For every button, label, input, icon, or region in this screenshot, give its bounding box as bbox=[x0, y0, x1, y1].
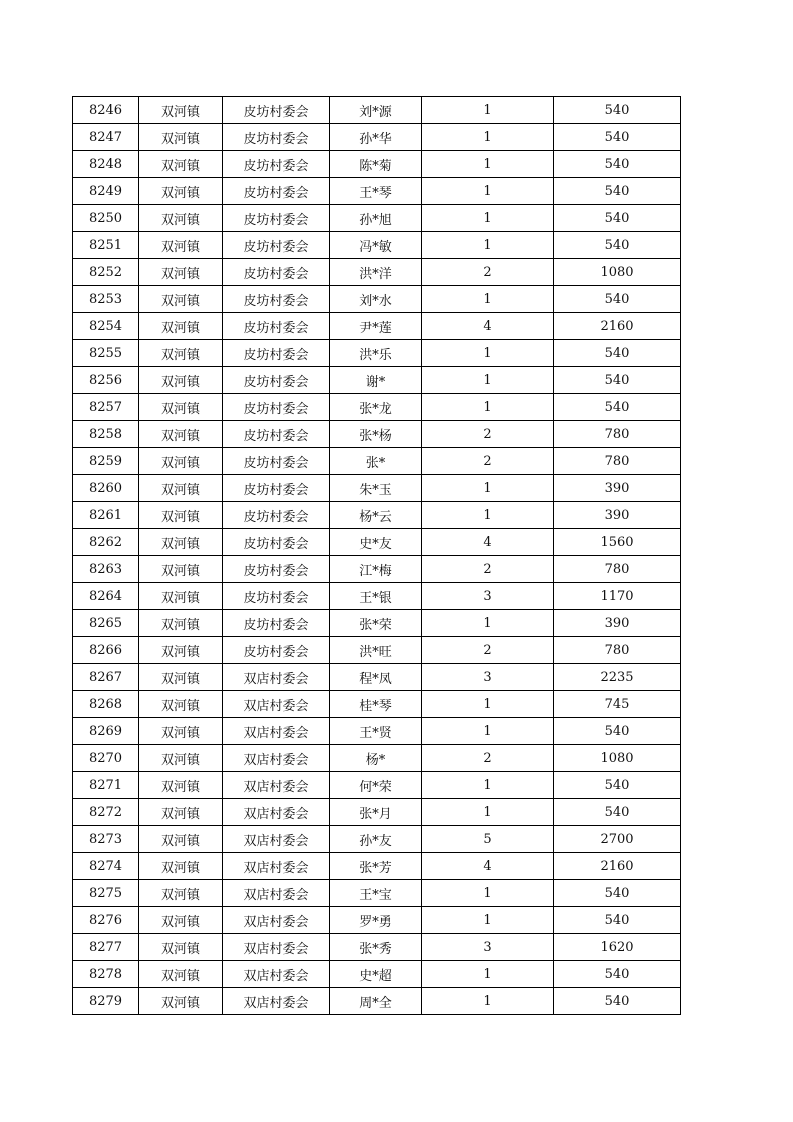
cell-town: 双河镇 bbox=[139, 151, 223, 178]
cell-town: 双河镇 bbox=[139, 394, 223, 421]
cell-id: 8251 bbox=[73, 232, 139, 259]
cell-id: 8265 bbox=[73, 610, 139, 637]
cell-id: 8274 bbox=[73, 853, 139, 880]
cell-id: 8277 bbox=[73, 934, 139, 961]
cell-name: 王*银 bbox=[330, 583, 422, 610]
cell-town: 双河镇 bbox=[139, 961, 223, 988]
cell-village: 双店村委会 bbox=[223, 880, 330, 907]
cell-id: 8273 bbox=[73, 826, 139, 853]
cell-amount: 540 bbox=[554, 205, 681, 232]
cell-amount: 540 bbox=[554, 961, 681, 988]
cell-id: 8255 bbox=[73, 340, 139, 367]
cell-amount: 390 bbox=[554, 502, 681, 529]
cell-count: 1 bbox=[422, 124, 554, 151]
cell-id: 8258 bbox=[73, 421, 139, 448]
cell-name: 冯*敏 bbox=[330, 232, 422, 259]
cell-amount: 540 bbox=[554, 718, 681, 745]
cell-amount: 540 bbox=[554, 124, 681, 151]
cell-amount: 540 bbox=[554, 988, 681, 1015]
cell-count: 1 bbox=[422, 610, 554, 637]
table-row bbox=[73, 421, 681, 448]
cell-amount: 1170 bbox=[554, 583, 681, 610]
cell-count: 3 bbox=[422, 583, 554, 610]
cell-amount: 540 bbox=[554, 880, 681, 907]
cell-name: 张* bbox=[330, 448, 422, 475]
cell-amount: 540 bbox=[554, 394, 681, 421]
cell-amount: 745 bbox=[554, 691, 681, 718]
table-row bbox=[73, 610, 681, 637]
cell-amount: 540 bbox=[554, 367, 681, 394]
cell-id: 8266 bbox=[73, 637, 139, 664]
cell-id: 8270 bbox=[73, 745, 139, 772]
cell-amount: 540 bbox=[554, 772, 681, 799]
cell-name: 杨*云 bbox=[330, 502, 422, 529]
cell-town: 双河镇 bbox=[139, 583, 223, 610]
cell-name: 尹*莲 bbox=[330, 313, 422, 340]
cell-town: 双河镇 bbox=[139, 529, 223, 556]
cell-count: 1 bbox=[422, 907, 554, 934]
cell-village: 皮坊村委会 bbox=[223, 637, 330, 664]
data-table bbox=[72, 96, 681, 1015]
cell-town: 双河镇 bbox=[139, 232, 223, 259]
table-row bbox=[73, 367, 681, 394]
cell-name: 洪*旺 bbox=[330, 637, 422, 664]
cell-village: 双店村委会 bbox=[223, 772, 330, 799]
cell-id: 8275 bbox=[73, 880, 139, 907]
cell-village: 双店村委会 bbox=[223, 961, 330, 988]
cell-id: 8271 bbox=[73, 772, 139, 799]
cell-id: 8276 bbox=[73, 907, 139, 934]
cell-town: 双河镇 bbox=[139, 691, 223, 718]
cell-id: 8268 bbox=[73, 691, 139, 718]
cell-count: 2 bbox=[422, 259, 554, 286]
cell-id: 8247 bbox=[73, 124, 139, 151]
cell-count: 1 bbox=[422, 340, 554, 367]
table-row bbox=[73, 313, 681, 340]
cell-name: 江*梅 bbox=[330, 556, 422, 583]
table-row bbox=[73, 259, 681, 286]
cell-town: 双河镇 bbox=[139, 664, 223, 691]
cell-count: 1 bbox=[422, 799, 554, 826]
cell-town: 双河镇 bbox=[139, 286, 223, 313]
cell-village: 双店村委会 bbox=[223, 718, 330, 745]
cell-id: 8254 bbox=[73, 313, 139, 340]
cell-id: 8257 bbox=[73, 394, 139, 421]
cell-amount: 1620 bbox=[554, 934, 681, 961]
cell-name: 朱*玉 bbox=[330, 475, 422, 502]
cell-village: 双店村委会 bbox=[223, 934, 330, 961]
cell-village: 皮坊村委会 bbox=[223, 448, 330, 475]
cell-count: 1 bbox=[422, 286, 554, 313]
table-body bbox=[73, 97, 681, 1015]
cell-name: 张*杨 bbox=[330, 421, 422, 448]
table-row bbox=[73, 475, 681, 502]
cell-village: 皮坊村委会 bbox=[223, 502, 330, 529]
cell-count: 1 bbox=[422, 394, 554, 421]
cell-name: 孙*华 bbox=[330, 124, 422, 151]
cell-village: 双店村委会 bbox=[223, 691, 330, 718]
cell-village: 皮坊村委会 bbox=[223, 394, 330, 421]
cell-name: 张*秀 bbox=[330, 934, 422, 961]
cell-amount: 780 bbox=[554, 448, 681, 475]
cell-village: 双店村委会 bbox=[223, 907, 330, 934]
cell-id: 8264 bbox=[73, 583, 139, 610]
cell-town: 双河镇 bbox=[139, 178, 223, 205]
cell-village: 皮坊村委会 bbox=[223, 205, 330, 232]
table-row bbox=[73, 124, 681, 151]
cell-count: 2 bbox=[422, 448, 554, 475]
cell-count: 1 bbox=[422, 151, 554, 178]
cell-name: 张*芳 bbox=[330, 853, 422, 880]
cell-count: 3 bbox=[422, 664, 554, 691]
cell-id: 8246 bbox=[73, 97, 139, 124]
table-row bbox=[73, 556, 681, 583]
cell-id: 8269 bbox=[73, 718, 139, 745]
cell-town: 双河镇 bbox=[139, 880, 223, 907]
cell-count: 3 bbox=[422, 934, 554, 961]
table-row bbox=[73, 745, 681, 772]
table-row bbox=[73, 961, 681, 988]
cell-town: 双河镇 bbox=[139, 772, 223, 799]
cell-village: 皮坊村委会 bbox=[223, 178, 330, 205]
table-row bbox=[73, 637, 681, 664]
table-row bbox=[73, 772, 681, 799]
table-row bbox=[73, 799, 681, 826]
cell-village: 皮坊村委会 bbox=[223, 232, 330, 259]
cell-count: 2 bbox=[422, 745, 554, 772]
cell-village: 双店村委会 bbox=[223, 826, 330, 853]
cell-count: 1 bbox=[422, 205, 554, 232]
cell-count: 1 bbox=[422, 772, 554, 799]
cell-id: 8272 bbox=[73, 799, 139, 826]
cell-id: 8256 bbox=[73, 367, 139, 394]
cell-count: 4 bbox=[422, 313, 554, 340]
table-row bbox=[73, 853, 681, 880]
cell-count: 4 bbox=[422, 529, 554, 556]
cell-amount: 540 bbox=[554, 178, 681, 205]
cell-name: 杨* bbox=[330, 745, 422, 772]
table-row bbox=[73, 205, 681, 232]
cell-village: 皮坊村委会 bbox=[223, 124, 330, 151]
table-row bbox=[73, 583, 681, 610]
cell-village: 皮坊村委会 bbox=[223, 340, 330, 367]
table-row bbox=[73, 529, 681, 556]
cell-amount: 540 bbox=[554, 340, 681, 367]
cell-name: 孙*友 bbox=[330, 826, 422, 853]
cell-count: 1 bbox=[422, 988, 554, 1015]
cell-id: 8267 bbox=[73, 664, 139, 691]
table-row bbox=[73, 340, 681, 367]
cell-count: 2 bbox=[422, 556, 554, 583]
cell-count: 1 bbox=[422, 502, 554, 529]
table-row bbox=[73, 151, 681, 178]
cell-id: 8261 bbox=[73, 502, 139, 529]
cell-town: 双河镇 bbox=[139, 367, 223, 394]
cell-name: 张*龙 bbox=[330, 394, 422, 421]
cell-name: 张*荣 bbox=[330, 610, 422, 637]
cell-town: 双河镇 bbox=[139, 97, 223, 124]
cell-name: 史*友 bbox=[330, 529, 422, 556]
cell-amount: 780 bbox=[554, 421, 681, 448]
cell-count: 1 bbox=[422, 367, 554, 394]
cell-town: 双河镇 bbox=[139, 259, 223, 286]
table-row bbox=[73, 907, 681, 934]
table-row bbox=[73, 988, 681, 1015]
cell-town: 双河镇 bbox=[139, 340, 223, 367]
cell-village: 皮坊村委会 bbox=[223, 421, 330, 448]
cell-village: 皮坊村委会 bbox=[223, 556, 330, 583]
cell-name: 刘*水 bbox=[330, 286, 422, 313]
cell-amount: 540 bbox=[554, 232, 681, 259]
cell-id: 8259 bbox=[73, 448, 139, 475]
cell-village: 皮坊村委会 bbox=[223, 610, 330, 637]
cell-name: 周*全 bbox=[330, 988, 422, 1015]
cell-village: 皮坊村委会 bbox=[223, 583, 330, 610]
cell-village: 双店村委会 bbox=[223, 664, 330, 691]
cell-town: 双河镇 bbox=[139, 907, 223, 934]
cell-name: 谢* bbox=[330, 367, 422, 394]
cell-amount: 2160 bbox=[554, 853, 681, 880]
cell-name: 洪*洋 bbox=[330, 259, 422, 286]
cell-name: 王*宝 bbox=[330, 880, 422, 907]
cell-village: 皮坊村委会 bbox=[223, 475, 330, 502]
cell-count: 1 bbox=[422, 232, 554, 259]
cell-town: 双河镇 bbox=[139, 448, 223, 475]
cell-name: 刘*源 bbox=[330, 97, 422, 124]
cell-name: 王*琴 bbox=[330, 178, 422, 205]
cell-amount: 1080 bbox=[554, 745, 681, 772]
cell-town: 双河镇 bbox=[139, 556, 223, 583]
table-row bbox=[73, 502, 681, 529]
table-row bbox=[73, 97, 681, 124]
cell-town: 双河镇 bbox=[139, 421, 223, 448]
cell-amount: 2160 bbox=[554, 313, 681, 340]
table-row bbox=[73, 448, 681, 475]
cell-town: 双河镇 bbox=[139, 745, 223, 772]
cell-amount: 540 bbox=[554, 97, 681, 124]
cell-count: 1 bbox=[422, 691, 554, 718]
cell-count: 2 bbox=[422, 637, 554, 664]
cell-name: 洪*乐 bbox=[330, 340, 422, 367]
cell-town: 双河镇 bbox=[139, 610, 223, 637]
cell-name: 孙*旭 bbox=[330, 205, 422, 232]
cell-amount: 540 bbox=[554, 799, 681, 826]
cell-name: 程*凤 bbox=[330, 664, 422, 691]
cell-id: 8248 bbox=[73, 151, 139, 178]
cell-amount: 540 bbox=[554, 286, 681, 313]
table-row bbox=[73, 178, 681, 205]
cell-id: 8262 bbox=[73, 529, 139, 556]
table-row bbox=[73, 664, 681, 691]
cell-amount: 780 bbox=[554, 556, 681, 583]
cell-name: 何*荣 bbox=[330, 772, 422, 799]
cell-town: 双河镇 bbox=[139, 502, 223, 529]
table-row bbox=[73, 691, 681, 718]
cell-id: 8252 bbox=[73, 259, 139, 286]
cell-town: 双河镇 bbox=[139, 475, 223, 502]
cell-id: 8260 bbox=[73, 475, 139, 502]
cell-village: 双店村委会 bbox=[223, 745, 330, 772]
cell-name: 陈*菊 bbox=[330, 151, 422, 178]
cell-village: 皮坊村委会 bbox=[223, 286, 330, 313]
cell-count: 1 bbox=[422, 475, 554, 502]
cell-name: 罗*勇 bbox=[330, 907, 422, 934]
cell-town: 双河镇 bbox=[139, 205, 223, 232]
cell-town: 双河镇 bbox=[139, 637, 223, 664]
cell-town: 双河镇 bbox=[139, 313, 223, 340]
cell-town: 双河镇 bbox=[139, 124, 223, 151]
cell-id: 8278 bbox=[73, 961, 139, 988]
cell-amount: 780 bbox=[554, 637, 681, 664]
cell-village: 皮坊村委会 bbox=[223, 97, 330, 124]
table-row bbox=[73, 232, 681, 259]
cell-village: 双店村委会 bbox=[223, 988, 330, 1015]
cell-count: 1 bbox=[422, 961, 554, 988]
cell-amount: 540 bbox=[554, 151, 681, 178]
cell-amount: 1080 bbox=[554, 259, 681, 286]
cell-town: 双河镇 bbox=[139, 718, 223, 745]
cell-id: 8250 bbox=[73, 205, 139, 232]
cell-id: 8263 bbox=[73, 556, 139, 583]
table-row bbox=[73, 286, 681, 313]
cell-amount: 390 bbox=[554, 610, 681, 637]
cell-amount: 2700 bbox=[554, 826, 681, 853]
cell-village: 皮坊村委会 bbox=[223, 151, 330, 178]
cell-id: 8249 bbox=[73, 178, 139, 205]
cell-town: 双河镇 bbox=[139, 853, 223, 880]
cell-village: 皮坊村委会 bbox=[223, 259, 330, 286]
cell-amount: 540 bbox=[554, 907, 681, 934]
cell-town: 双河镇 bbox=[139, 934, 223, 961]
cell-village: 皮坊村委会 bbox=[223, 313, 330, 340]
cell-count: 2 bbox=[422, 421, 554, 448]
cell-id: 8253 bbox=[73, 286, 139, 313]
cell-count: 4 bbox=[422, 853, 554, 880]
cell-village: 皮坊村委会 bbox=[223, 529, 330, 556]
cell-count: 1 bbox=[422, 880, 554, 907]
cell-count: 1 bbox=[422, 178, 554, 205]
cell-town: 双河镇 bbox=[139, 826, 223, 853]
cell-name: 史*超 bbox=[330, 961, 422, 988]
cell-count: 1 bbox=[422, 718, 554, 745]
table-row bbox=[73, 934, 681, 961]
cell-amount: 2235 bbox=[554, 664, 681, 691]
cell-town: 双河镇 bbox=[139, 799, 223, 826]
cell-village: 皮坊村委会 bbox=[223, 367, 330, 394]
cell-name: 桂*琴 bbox=[330, 691, 422, 718]
table-row bbox=[73, 880, 681, 907]
cell-id: 8279 bbox=[73, 988, 139, 1015]
cell-amount: 390 bbox=[554, 475, 681, 502]
table-row bbox=[73, 718, 681, 745]
table-row bbox=[73, 826, 681, 853]
table-row bbox=[73, 394, 681, 421]
cell-amount: 1560 bbox=[554, 529, 681, 556]
cell-town: 双河镇 bbox=[139, 988, 223, 1015]
cell-village: 双店村委会 bbox=[223, 799, 330, 826]
cell-village: 双店村委会 bbox=[223, 853, 330, 880]
cell-name: 王*贤 bbox=[330, 718, 422, 745]
cell-count: 1 bbox=[422, 97, 554, 124]
cell-name: 张*月 bbox=[330, 799, 422, 826]
cell-count: 5 bbox=[422, 826, 554, 853]
